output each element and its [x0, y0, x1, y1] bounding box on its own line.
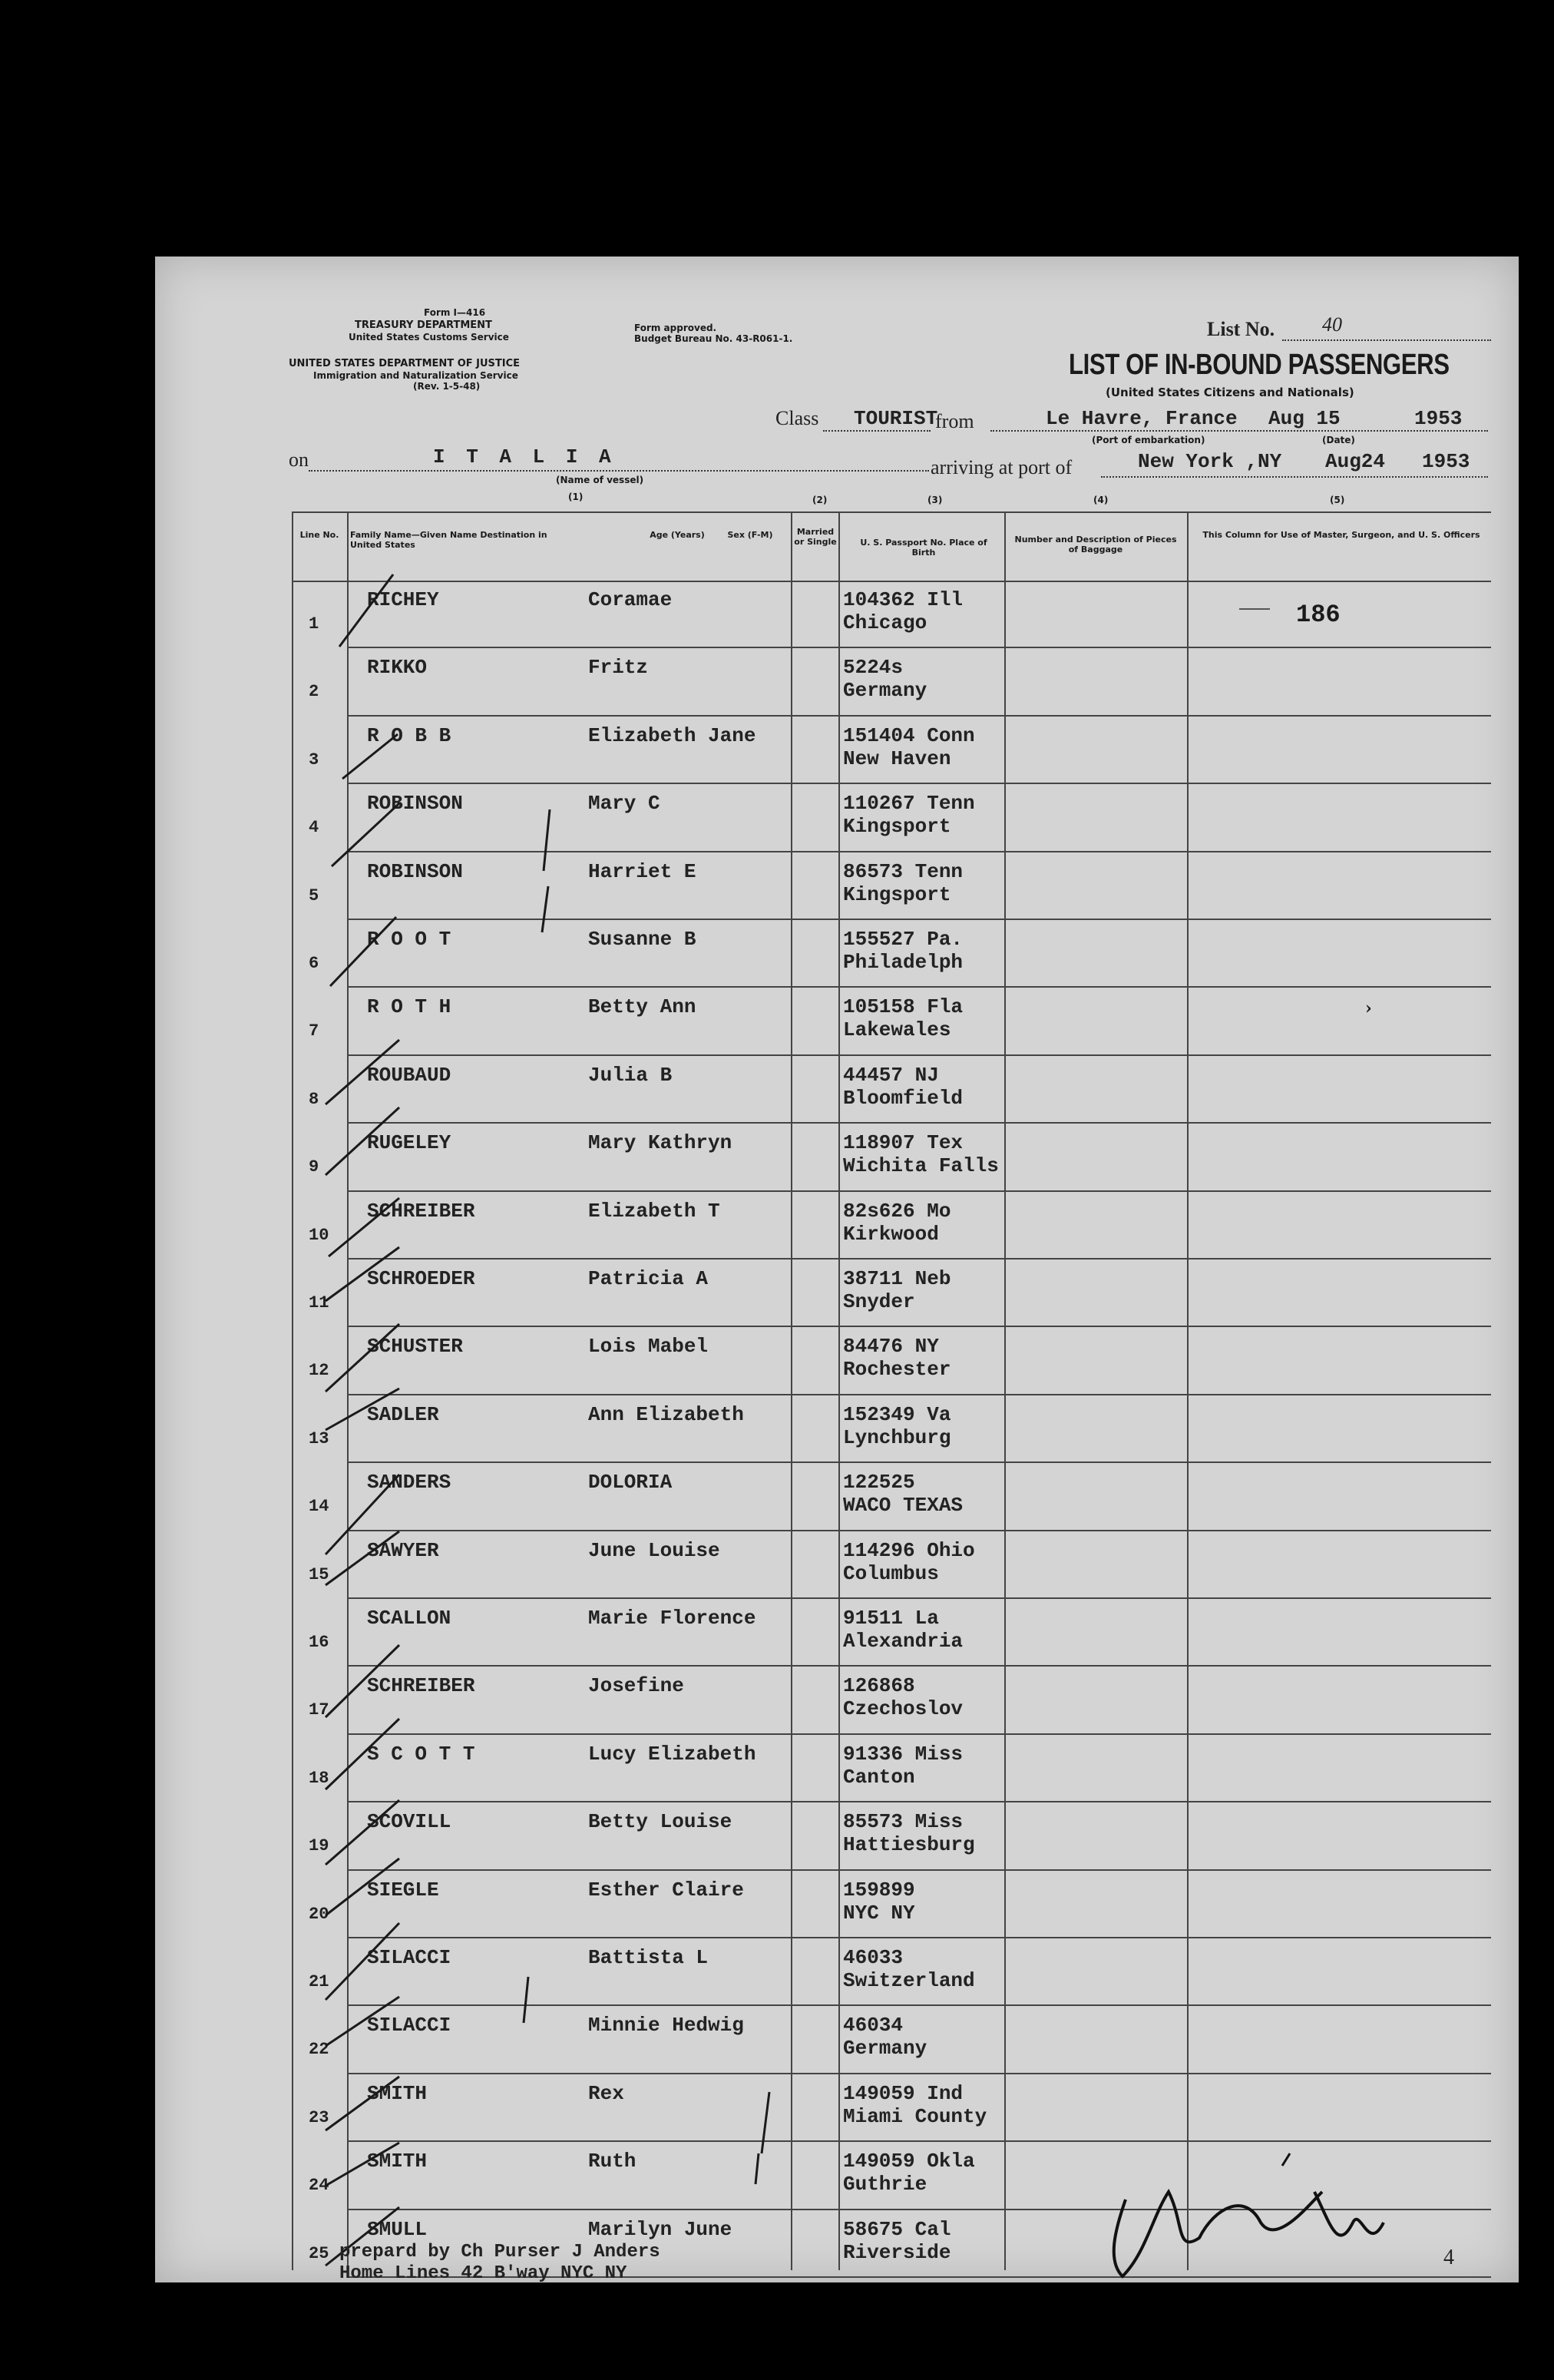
line-number: 3 [309, 750, 319, 770]
line-number: 5 [309, 885, 319, 905]
revision: (Rev. 1-5-48) [413, 381, 481, 392]
passport-number: 118907 Tex [843, 1131, 964, 1155]
passport-number: 82s626 Mo [843, 1199, 951, 1223]
vessel-caption: (Name of vessel) [556, 475, 644, 485]
birthplace: Columbus [843, 1561, 939, 1585]
family-name: SMULL [367, 2217, 428, 2241]
given-name: Julia B [588, 1063, 673, 1087]
line-number: 11 [309, 1293, 329, 1312]
passport-number: 91511 La [843, 1607, 939, 1630]
signature [1114, 2192, 1384, 2276]
birthplace: Wichita Falls [843, 1154, 999, 1178]
line-number: 4 [309, 818, 319, 838]
on-label: on [289, 449, 309, 471]
family-name: R O B B [367, 723, 451, 747]
given-name: Elizabeth T [588, 1199, 720, 1223]
given-name: Lucy Elizabeth [588, 1742, 756, 1766]
col-num-5: (5) [1330, 495, 1345, 505]
line-number: 15 [309, 1564, 329, 1584]
line-number: 22 [309, 2040, 329, 2060]
passport-number: 46034 [843, 2014, 904, 2037]
family-name: SMITH [367, 2150, 428, 2173]
given-name: Esther Claire [588, 1878, 744, 1902]
justice-department: UNITED STATES DEPARTMENT OF JUSTICE [289, 358, 521, 369]
passport-number: 114296 Ohio [843, 1538, 975, 1562]
line-number: 16 [309, 1633, 329, 1652]
customs-service: United States Customs Service [349, 332, 509, 343]
stray-mark: › [1365, 998, 1372, 1018]
birthplace: Riverside [843, 2240, 951, 2264]
family-name: ROBINSON [367, 792, 463, 816]
given-name: Betty Louise [588, 1810, 732, 1834]
list-no-value: 40 [1322, 313, 1342, 336]
col-num-2: (2) [812, 495, 828, 505]
line-number: 21 [309, 1972, 329, 1991]
family-name: SANDERS [367, 1471, 451, 1495]
family-name: R O O T [367, 928, 451, 951]
birthplace: Canton [843, 1765, 915, 1789]
given-name: Ann Elizabeth [588, 1402, 744, 1426]
col-officers: This Column for Use of Master, Surgeon, and U. S. Officers [1202, 530, 1480, 540]
family-name: SCHROEDER [367, 1267, 475, 1290]
line-number: 2 [309, 682, 319, 702]
birthplace: New Haven [843, 746, 951, 770]
family-name: SCOVILL [367, 1810, 451, 1834]
list-no-label: List No. [1207, 318, 1275, 340]
given-name: Susanne B [588, 928, 696, 951]
passport-number: 122525 [843, 1471, 915, 1495]
col-num-4: (4) [1093, 495, 1109, 505]
passport-number: 44457 NJ [843, 1063, 939, 1087]
col-num-1: (1) [568, 492, 584, 502]
family-name: RUGELEY [367, 1131, 451, 1155]
given-name: DOLORIA [588, 1471, 673, 1495]
given-name: Harriet E [588, 859, 696, 883]
family-name: SILACCI [367, 1946, 451, 1969]
class-value: TOURIST [854, 407, 938, 430]
officer-stamp: 186 [1296, 601, 1341, 629]
budget-bureau: Budget Bureau No. 43-R061-1. [634, 333, 793, 344]
birthplace: Snyder [843, 1290, 915, 1313]
line-number: 20 [309, 1904, 329, 1924]
passport-number: 110267 Tenn [843, 792, 975, 816]
birthplace: Guthrie [843, 2173, 927, 2196]
ins-service: Immigration and Naturalization Service [313, 370, 518, 381]
line-number: 9 [309, 1157, 319, 1177]
family-name: SMITH [367, 2081, 428, 2105]
birthplace: Bloomfield [843, 1086, 964, 1110]
passport-number: 155527 Pa. [843, 928, 964, 951]
form-number: Form I—416 [424, 307, 486, 318]
line-number: 7 [309, 1021, 319, 1041]
passport-number: 91336 Miss [843, 1742, 964, 1766]
line-number: 24 [309, 2176, 329, 2196]
birthplace: Kingsport [843, 815, 951, 839]
passport-number: 38711 Neb [843, 1267, 951, 1290]
home-lines: Home Lines 42 B'way NYC NY [339, 2263, 627, 2282]
given-name: Fritz [588, 656, 649, 680]
col-sex: Sex (F-M) [727, 530, 773, 540]
pen-check-marks [155, 257, 1519, 2282]
col-line-no: Line No. [299, 530, 339, 540]
birthplace: Lakewales [843, 1018, 951, 1042]
vessel-value: I T A L I A [433, 445, 616, 468]
birthplace: Germany [843, 2037, 927, 2061]
line-number: 10 [309, 1225, 329, 1245]
given-name: Josefine [588, 1674, 684, 1698]
birthplace: Czechoslov [843, 1697, 964, 1721]
family-name: S C O T T [367, 1742, 475, 1766]
birthplace: WACO TEXAS [843, 1494, 964, 1518]
col-married: Married or Single [794, 527, 837, 547]
passport-number: 151404 Conn [843, 723, 975, 747]
passport-number: 46033 [843, 1946, 904, 1969]
embark-port-value: Le Havre, France [1046, 407, 1238, 430]
given-name: Mary C [588, 792, 660, 816]
birthplace: Miami County [843, 2104, 987, 2128]
family-name: SCHUSTER [367, 1335, 463, 1359]
given-name: Battista L [588, 1946, 709, 1969]
passport-number: 5224s [843, 656, 904, 680]
birthplace: Philadelph [843, 951, 964, 974]
birthplace: Hattiesburg [843, 1833, 975, 1857]
family-name: SAWYER [367, 1538, 439, 1562]
line-number: 13 [309, 1428, 329, 1448]
from-label: from [935, 410, 974, 432]
birthplace: Kingsport [843, 882, 951, 906]
arriving-label: arriving at port of [931, 456, 1073, 478]
passport-number: 159899 [843, 1878, 915, 1902]
line-number: 18 [309, 1768, 329, 1788]
family-name: SCALLON [367, 1607, 451, 1630]
given-name: Coramae [588, 588, 673, 611]
birthplace: Kirkwood [843, 1222, 939, 1246]
manifest-page [155, 257, 1519, 2282]
col-passport: U. S. Passport No. Place of Birth [860, 538, 987, 558]
class-label: Class [775, 407, 819, 429]
page-subtitle: (United States Citizens and Nationals) [1106, 386, 1354, 399]
passport-number: 84476 NY [843, 1335, 939, 1359]
given-name: Elizabeth Jane [588, 723, 756, 747]
given-name: Betty Ann [588, 995, 696, 1019]
port-embarkation-caption: (Port of embarkation) [1092, 435, 1205, 445]
embark-year-value: 1953 [1414, 407, 1463, 430]
family-name: ROBINSON [367, 859, 463, 883]
birthplace: Switzerland [843, 1969, 975, 1992]
col-age: Age (Years) [650, 530, 705, 540]
prepared-by: prepard by Ch Purser J Anders [339, 2242, 660, 2262]
line-number: 12 [309, 1361, 329, 1381]
birthplace: Rochester [843, 1358, 951, 1382]
family-name: SCHREIBER [367, 1199, 475, 1223]
given-name: Mary Kathryn [588, 1131, 732, 1155]
passport-number: 149059 Ind [843, 2081, 964, 2105]
passport-number: 105158 Fla [843, 995, 964, 1019]
line-number: 1 [309, 614, 319, 634]
page-title: LIST OF IN-BOUND PASSENGERS [1069, 349, 1450, 381]
form-approved: Form approved. [634, 323, 717, 333]
arrival-port-value: New York ,NY [1138, 450, 1282, 473]
family-name: R O T H [367, 995, 451, 1019]
line-number: 17 [309, 1700, 329, 1720]
family-name: RICHEY [367, 588, 439, 611]
line-number: 23 [309, 2107, 329, 2127]
given-name: Minnie Hedwig [588, 2014, 744, 2037]
line-number: 14 [309, 1497, 329, 1517]
corner-mark: 4 [1443, 2246, 1454, 2269]
treasury-department: TREASURY DEPARTMENT [355, 319, 492, 331]
date-caption: (Date) [1322, 435, 1355, 445]
birthplace: Alexandria [843, 1630, 964, 1653]
embark-date-value: Aug 15 [1268, 407, 1341, 430]
given-name: Ruth [588, 2150, 636, 2173]
given-name: Patricia A [588, 1267, 709, 1290]
family-name: RIKKO [367, 656, 428, 680]
given-name: June Louise [588, 1538, 720, 1562]
arrival-date-value: Aug24 [1325, 450, 1386, 473]
line-number: 6 [309, 954, 319, 973]
col-family-name: Family Name—Given Name Destination in United States [350, 530, 547, 550]
family-name: SILACCI [367, 2014, 451, 2037]
line-number: 19 [309, 1836, 329, 1856]
passport-number: 58675 Cal [843, 2217, 951, 2241]
given-name: Marilyn June [588, 2217, 732, 2241]
birthplace: Chicago [843, 611, 927, 634]
given-name: Rex [588, 2081, 624, 2105]
birthplace: NYC NY [843, 1901, 915, 1925]
passport-number: 85573 Miss [843, 1810, 964, 1834]
col-baggage: Number and Description of Pieces of Baggage [1014, 535, 1177, 554]
birthplace: Germany [843, 679, 927, 703]
family-name: SCHREIBER [367, 1674, 475, 1698]
passport-number: 149059 Okla [843, 2150, 975, 2173]
line-number: 25 [309, 2243, 329, 2263]
line-number: 8 [309, 1089, 319, 1109]
passport-number: 126868 [843, 1674, 915, 1698]
given-name: Lois Mabel [588, 1335, 709, 1359]
family-name: SADLER [367, 1402, 439, 1426]
birthplace: Lynchburg [843, 1425, 951, 1449]
passport-number: 86573 Tenn [843, 859, 964, 883]
col-num-3: (3) [927, 495, 943, 505]
passport-number: 104362 Ill [843, 588, 964, 611]
family-name: ROUBAUD [367, 1063, 451, 1087]
arrival-year-value: 1953 [1422, 450, 1470, 473]
passport-number: 152349 Va [843, 1402, 951, 1426]
given-name: Marie Florence [588, 1607, 756, 1630]
family-name: SIEGLE [367, 1878, 439, 1902]
